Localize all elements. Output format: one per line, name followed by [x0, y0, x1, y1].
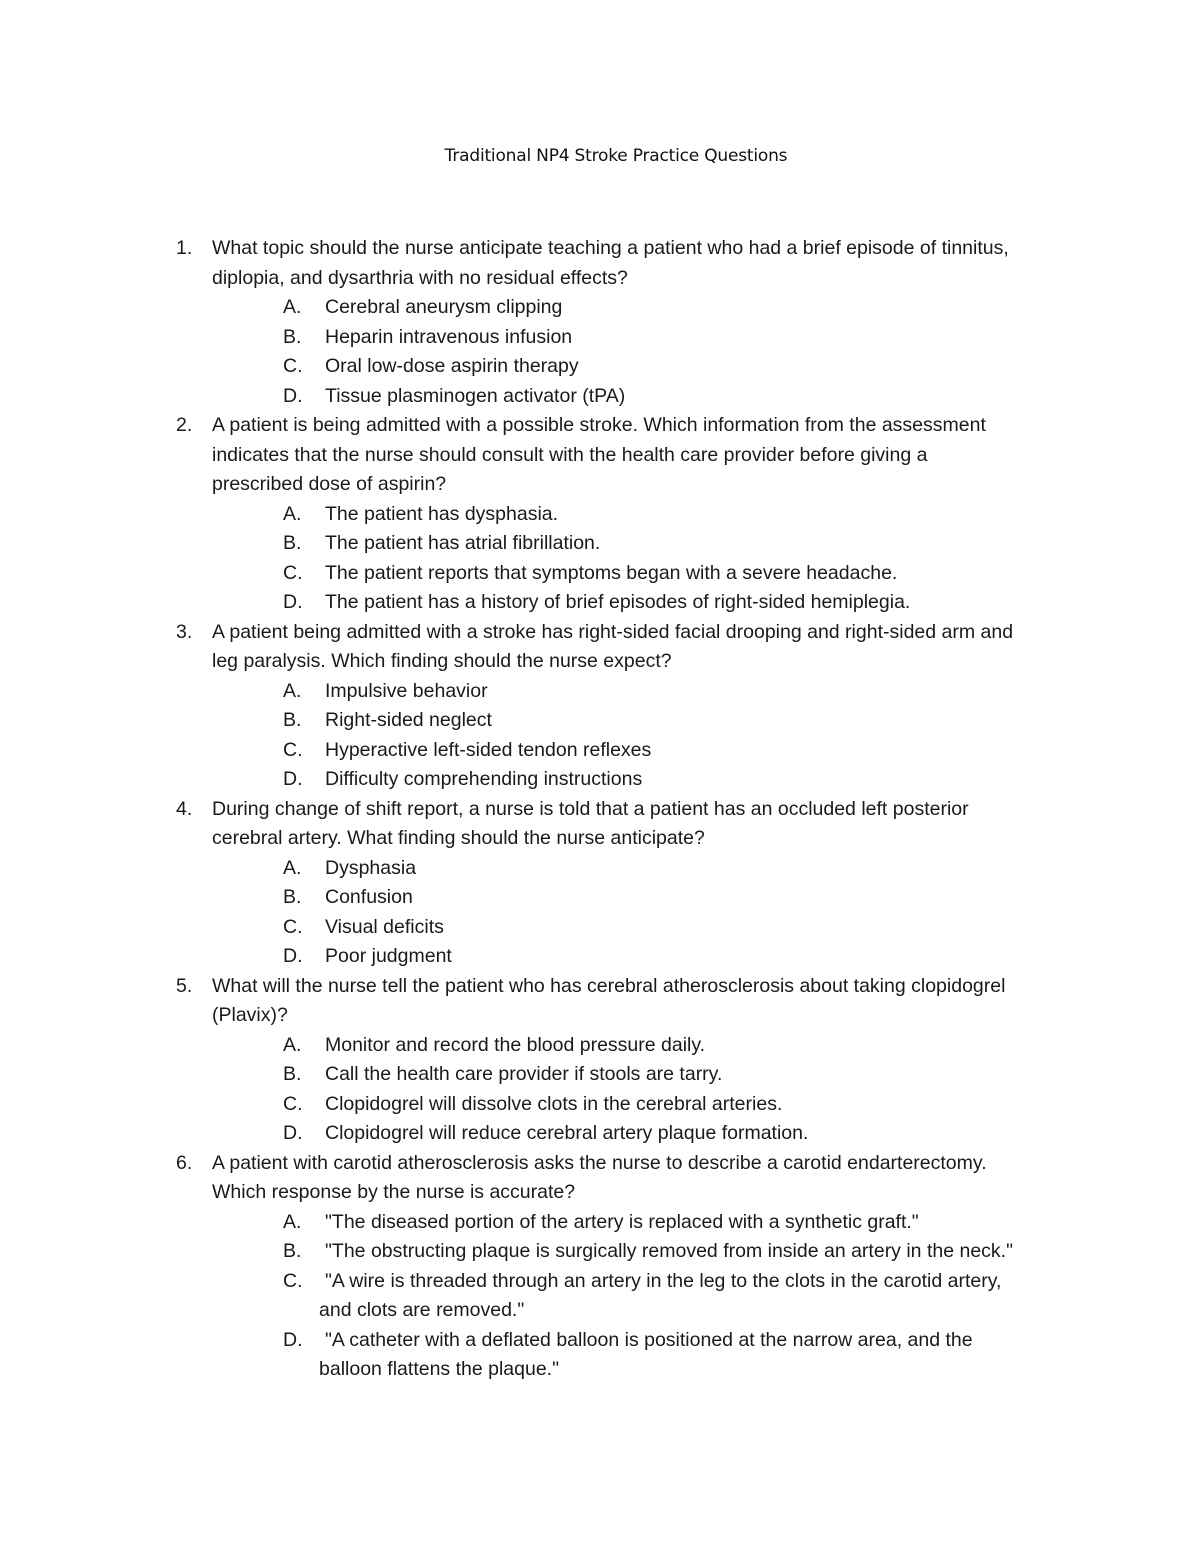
option-letter: C. [283, 915, 303, 938]
question-line [0, 1001, 1200, 1031]
answer-option [0, 736, 1200, 766]
answer-option [0, 529, 1200, 559]
question-line [0, 411, 1200, 441]
option-text: Call the health care provider if stools are tarry. [325, 1063, 723, 1085]
option-text: Hyperactive left-sided tendon reflexes [325, 738, 652, 761]
question-text: A patient is being admitted with a possible stroke. Which information from the assessment [212, 414, 986, 436]
option-letter: B. [283, 325, 302, 348]
option-text: Poor judgment [325, 945, 452, 967]
option-letter: D. [283, 768, 303, 790]
option-letter: B. [283, 1240, 302, 1262]
answer-option [0, 913, 1200, 943]
option-text: Clopidogrel will dissolve clots in the cerebral arteries. [325, 1092, 783, 1115]
answer-option [0, 677, 1200, 707]
question-item [0, 618, 1200, 795]
question-number: 4. [176, 797, 193, 820]
answer-option [0, 1355, 1200, 1385]
option-letter: B. [283, 532, 302, 554]
question-text: Which response by the nurse is accurate? [212, 1181, 576, 1203]
answer-option [0, 1031, 1200, 1061]
question-text: prescribed dose of aspirin? [212, 473, 447, 495]
option-text: Right-sided neglect [325, 709, 492, 731]
option-letter: C. [283, 738, 303, 761]
option-text: Confusion [325, 886, 413, 908]
answer-option [0, 559, 1200, 589]
answer-option [0, 883, 1200, 913]
answer-option [0, 1208, 1200, 1238]
option-letter: A. [283, 856, 302, 879]
option-letter: A. [283, 502, 302, 525]
question-list [0, 234, 1200, 1385]
question-line [0, 647, 1200, 677]
question-number: 1. [176, 237, 193, 259]
option-letter: D. [283, 591, 303, 613]
question-number: 3. [176, 620, 193, 643]
question-line [0, 618, 1200, 648]
question-line [0, 1178, 1200, 1208]
question-number: 5. [176, 974, 193, 997]
option-letter: A. [283, 1210, 302, 1233]
question-text: A patient with carotid atherosclerosis asks the nurse to describe a carotid endarterectomy. [212, 1151, 987, 1174]
question-line [0, 264, 1200, 294]
answer-option [0, 765, 1200, 795]
answer-option [0, 1060, 1200, 1090]
option-text: Clopidogrel will reduce cerebral artery plaque formation. [325, 1122, 809, 1144]
question-line [0, 1149, 1200, 1179]
question-text: A patient being admitted with a stroke has right-sided facial drooping and right-sided arm and [212, 620, 1014, 643]
answer-option [0, 588, 1200, 618]
option-letter: C. [283, 355, 303, 377]
question-text: indicates that the nurse should consult with the health care provider before giving a [212, 443, 928, 466]
option-text: The patient has dysphasia. [325, 502, 559, 525]
answer-option [0, 1090, 1200, 1120]
answer-option [0, 323, 1200, 353]
option-text: "The obstructing plaque is surgically removed from inside an artery in the neck." [325, 1240, 1014, 1262]
option-text: Cerebral aneurysm clipping [325, 296, 563, 318]
option-text: The patient reports that symptoms began with a severe headache. [325, 561, 898, 584]
option-letter: D. [283, 1328, 303, 1351]
question-text: During change of shift report, a nurse is told that a patient has an occluded left posterior [212, 797, 969, 820]
option-letter: B. [283, 1063, 302, 1085]
option-letter: D. [283, 1122, 303, 1144]
option-letter: D. [283, 945, 303, 967]
answer-option [0, 706, 1200, 736]
question-text: leg paralysis. Which finding should the nurse expect? [212, 650, 672, 672]
answer-option [0, 352, 1200, 382]
option-letter: A. [283, 679, 302, 702]
question-number: 2. [176, 414, 193, 436]
option-text: balloon flattens the plaque." [319, 1358, 560, 1380]
question-item [0, 411, 1200, 618]
answer-option [0, 854, 1200, 884]
question-line [0, 795, 1200, 825]
option-text: Difficulty comprehending instructions [325, 768, 643, 790]
option-letter: B. [283, 886, 302, 908]
option-letter: A. [283, 1033, 302, 1056]
answer-option [0, 1119, 1200, 1149]
question-item [0, 795, 1200, 972]
answer-option [0, 1267, 1200, 1297]
option-text: The patient has a history of brief episodes of right-sided hemiplegia. [325, 591, 911, 613]
question-item [0, 234, 1200, 411]
question-line [0, 824, 1200, 854]
answer-option [0, 500, 1200, 530]
option-letter: B. [283, 709, 302, 731]
option-text: Heparin intravenous infusion [325, 325, 573, 348]
answer-option [0, 293, 1200, 323]
document-title: Traditional NP4 Stroke Practice Questions [444, 146, 788, 166]
option-letter: C. [283, 1092, 303, 1115]
question-text: What topic should the nurse anticipate teaching a patient who had a brief episode of tinnitus, [212, 237, 1009, 259]
option-text: "A wire is threaded through an artery in the leg to the clots in the carotid artery, [325, 1269, 1002, 1292]
option-letter: A. [283, 296, 302, 318]
option-text: Monitor and record the blood pressure daily. [325, 1033, 706, 1056]
option-text: Tissue plasminogen activator (tPA) [325, 384, 626, 407]
option-letter: C. [283, 1269, 303, 1292]
option-text: Dysphasia [325, 856, 417, 879]
question-number: 6. [176, 1151, 193, 1174]
option-text: and clots are removed." [319, 1299, 525, 1321]
question-text: cerebral artery. What finding should the nurse anticipate? [212, 827, 705, 849]
question-line [0, 470, 1200, 500]
option-text: The patient has atrial fibrillation. [325, 532, 601, 554]
answer-option [0, 1237, 1200, 1267]
option-text: "A catheter with a deflated balloon is positioned at the narrow area, and the [325, 1328, 973, 1351]
question-text: (Plavix)? [212, 1004, 288, 1026]
answer-option [0, 1296, 1200, 1326]
question-text: What will the nurse tell the patient who has cerebral atherosclerosis about taking clopidogrel [212, 974, 1006, 997]
option-text: Visual deficits [325, 915, 444, 938]
answer-option [0, 382, 1200, 412]
option-letter: C. [283, 561, 303, 584]
option-letter: D. [283, 384, 303, 407]
option-text: Oral low-dose aspirin therapy [325, 355, 579, 377]
question-item [0, 972, 1200, 1149]
option-text: Impulsive behavior [325, 679, 488, 702]
question-text: diplopia, and dysarthria with no residual effects? [212, 266, 628, 289]
question-item [0, 1149, 1200, 1385]
answer-option [0, 1326, 1200, 1356]
question-line [0, 441, 1200, 471]
question-line [0, 234, 1200, 264]
answer-option [0, 942, 1200, 972]
option-text: "The diseased portion of the artery is replaced with a synthetic graft." [325, 1210, 919, 1233]
question-line [0, 972, 1200, 1002]
